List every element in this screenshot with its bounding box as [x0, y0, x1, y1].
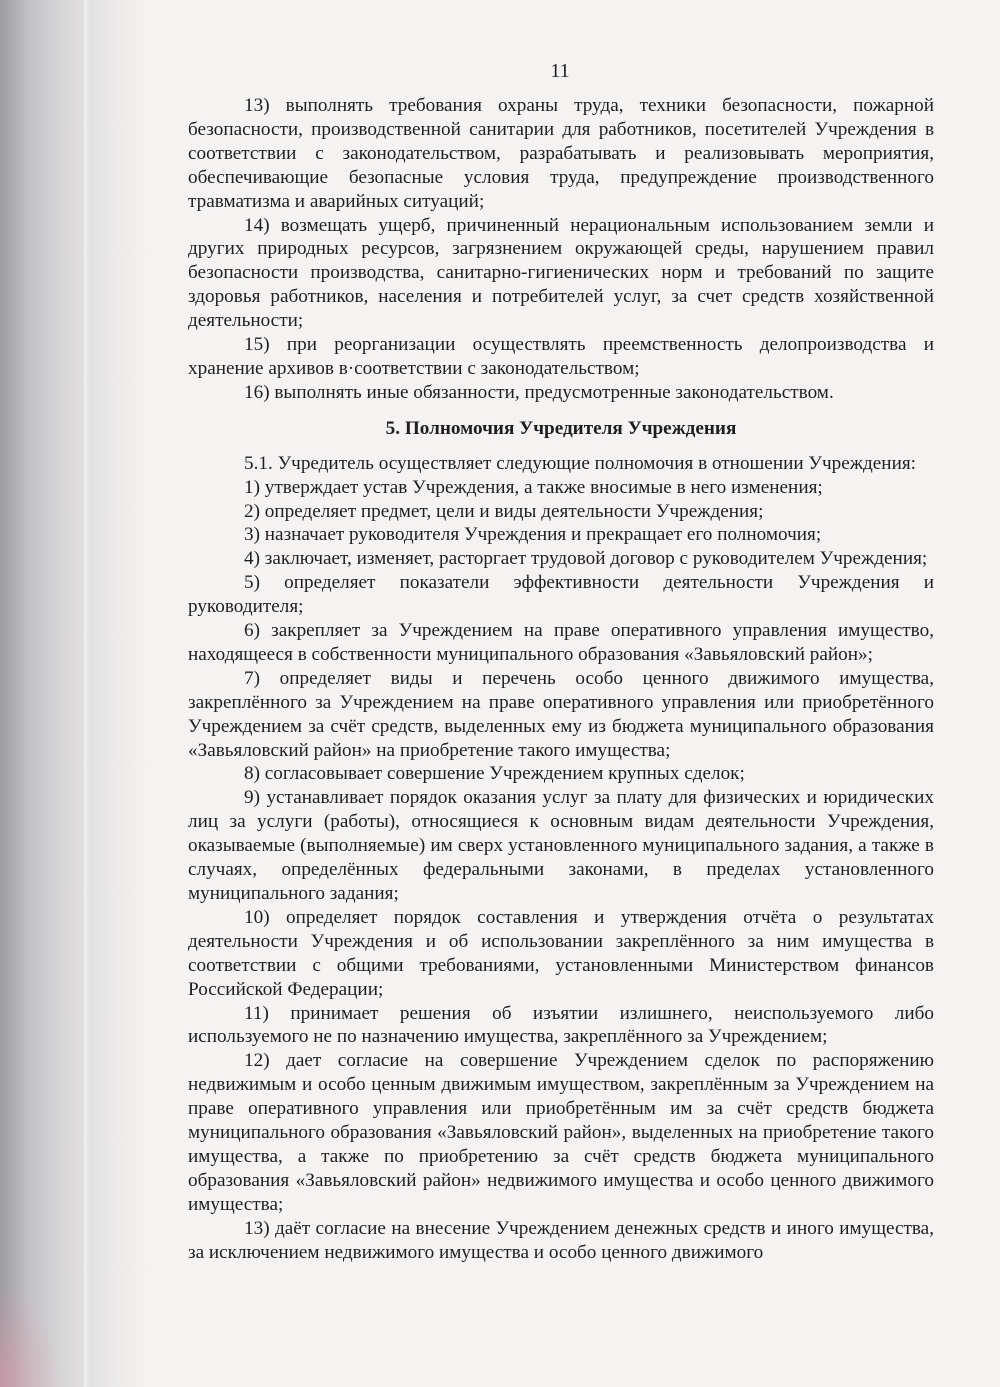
power-12-paragraph: 12) дает согласие на совершение Учреждением сделок по распоряжению недвижимым и особо ценным движимым имуществом, закреплённым за Учреждением на праве оперативного управления или приобретённым им за счёт средств бюджета муниципального образования «Завьяловский район», выделенных на приобретение такого имущества, а также по приобретению за счёт средств бюджета муниципального образования «Завьяловский район» недвижимого имущества и особо ценного движимого имущества; [188, 1050, 934, 1215]
power-3-paragraph: 3) назначает руководителя Учреждения и прекращает его полномочия; [244, 524, 822, 546]
clause-5-1-paragraph: 5.1. Учредитель осуществляет следующие полномочия в отношении Учреждения: [244, 452, 917, 474]
power-2-paragraph: 2) определяет предмет, цели и виды деятельности Учреждения; [244, 500, 764, 522]
power-1-paragraph: 1) утверждает устав Учреждения, а также вносимые в него изменения; [244, 476, 823, 498]
power-7-paragraph: 7) определяет виды и перечень особо ценного движимого имущества, закреплённого за Учреждением на праве оперативного управления или приобретённого Учреждением за счёт средств, выделенных ему из бюджета муниципального образования «Завьяловский район» на приобретение такого имущества; [188, 667, 934, 761]
power-6-paragraph: 6) закрепляет за Учреждением на праве оперативного управления имущество, находящееся в собственности муниципального образования «Завьяловский район»; [188, 620, 934, 665]
duty-16-paragraph: 16) выполнять иные обязанности, предусмотренные законодательством. [244, 381, 834, 403]
power-4-paragraph: 4) заключает, изменяет, расторгает трудовой договор с руководителем Учреждения; [244, 548, 928, 570]
duty-13-paragraph: 13) выполнять требования охраны труда, техники безопасности, пожарной безопасности, производственной санитарии для работников, посетителей Учреждения в соответствии с законодательством, разрабатывать и реализовывать мероприятия, обеспечивающие безопасные условия труда, предупреждение производственного травматизма и аварийных ситуаций; [188, 95, 934, 212]
binding-spine [84, 0, 90, 1387]
duty-15-paragraph: 15) при реорганизации осуществлять преемственность делопроизводства и хранение архивов в·соответствии с законодательством; [188, 334, 934, 379]
page-number: 11 [550, 60, 570, 82]
section-heading: 5. Полномочия Учредителя Учреждения [385, 417, 737, 439]
power-10-paragraph: 10) определяет порядок составления и утверждения отчёта о результатах деятельности Учреждения и об использовании закреплённого за ним имущества в соответствии с общими требованиями, установленными Министерством финансов Российской Федерации; [188, 906, 934, 1000]
document-body [188, 94, 934, 1265]
power-11-paragraph: 11) принимает решения об изъятии излишнего, неиспользуемого либо используемого не по назначению имущества, закреплённого за Учреждением; [188, 1002, 934, 1048]
power-8-paragraph: 8) согласовывает совершение Учреждением крупных сделок; [244, 763, 745, 785]
power-5-paragraph: 5) определяет показатели эффективности деятельности Учреждения и руководителя; [188, 572, 934, 618]
power-9-paragraph: 9) устанавливает порядок оказания услуг за плату для физических и юридических лиц за услуги (работы), относящиеся к основным видам деятельности Учреждения, оказываемые (выполняемые) им сверх установленного муниципального задания, а также в случаях, определённых федеральными законами, в пределах установленного муниципального задания; [188, 787, 934, 904]
page-gutter-shadow [0, 0, 150, 1387]
paper-stain [0, 1277, 60, 1387]
duty-14-paragraph: 14) возмещать ущерб, причиненный нерациональным использованием земли и других природных ресурсов, загрязнением окружающей среды, нарушением правил безопасности производства, санитарно-гигиенических норм и требований по защите здоровья работников, населения и потребителей услуг, за счет средств хозяйственной деятельности; [188, 214, 934, 332]
power-13-paragraph: 13) даёт согласие на внесение Учреждением денежных средств и иного имущества, за исключением недвижимого имущества и особо ценного движимого [188, 1217, 934, 1263]
